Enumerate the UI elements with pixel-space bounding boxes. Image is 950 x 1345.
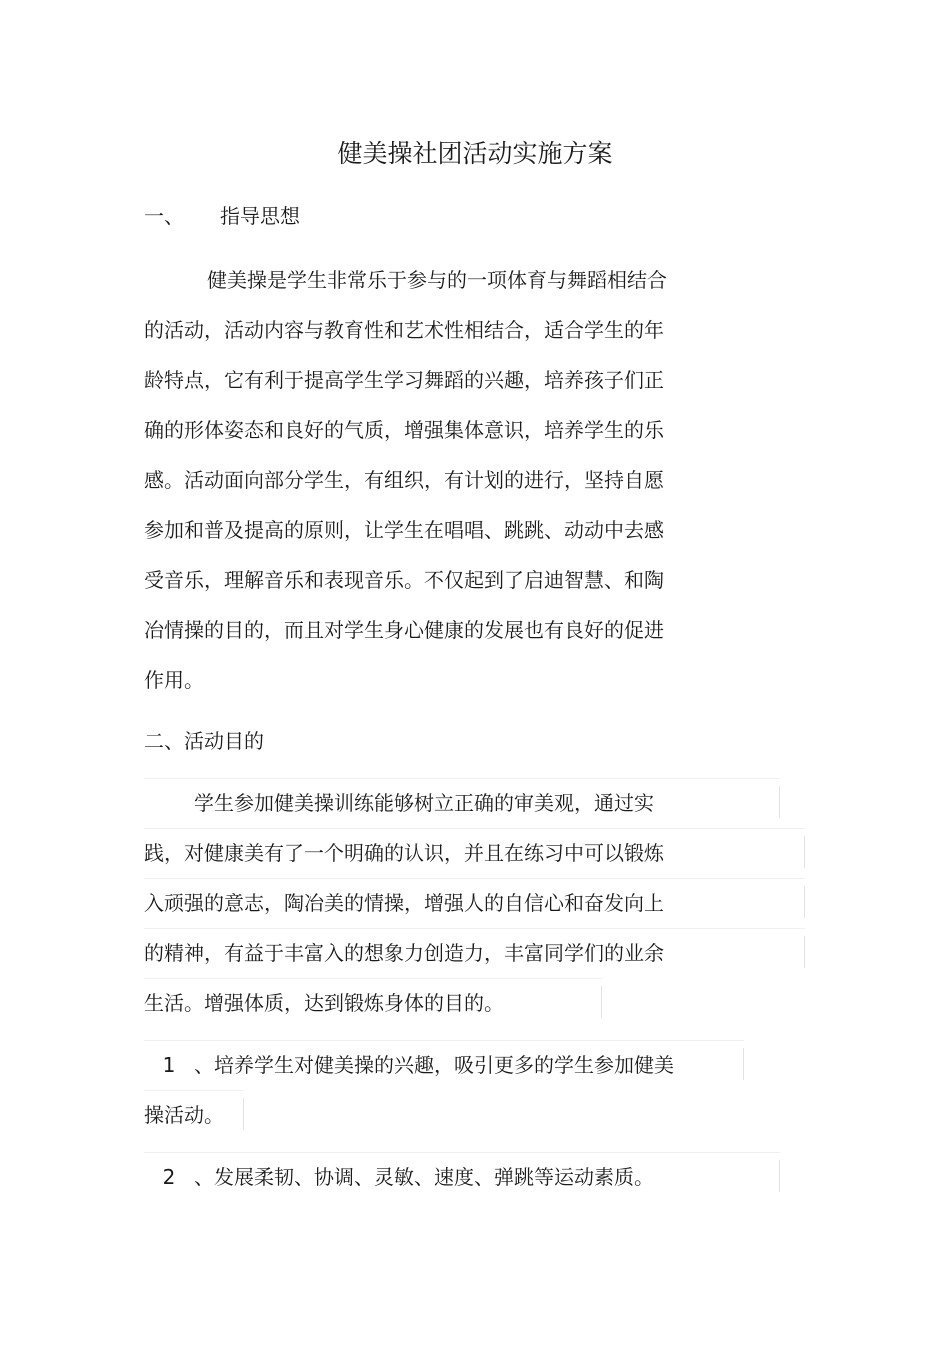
paragraph-line: 受音乐，理解音乐和表现音乐。不仅起到了启迪智慧、和陶 — [144, 568, 664, 592]
paragraph-line: 参加和普及提高的原则，让学生在唱唱、跳跳、动动中去感 — [144, 518, 664, 542]
goal-item-2 — [144, 1152, 780, 1202]
paragraph-line: 感。活动面向部分学生，有组织，有计划的进行，坚持自愿 — [144, 468, 664, 492]
goal-item-1 — [144, 1040, 744, 1090]
goal-item-1-continued: 操活动。 — [144, 1090, 244, 1140]
paragraph-line: 健美操是学生非常乐于参与的一项体育与舞蹈相结合 — [207, 268, 667, 292]
section-heading-activity-goal: 二、活动目的 — [144, 729, 264, 753]
paragraph-line: 龄特点，它有利于提高学生学习舞蹈的兴趣，培养孩子们正 — [144, 368, 664, 392]
section-number: 一、 — [144, 204, 184, 228]
item-text: 、发展柔韧、协调、灵敏、速度、弹跳等运动素质。 — [194, 1165, 654, 1189]
paragraph-line: 的精神，有益于丰富入的想象力创造力，丰富同学们的业余 — [144, 928, 744, 978]
item-number: 1 — [162, 1053, 176, 1077]
guiding-thought-paragraph — [144, 255, 744, 705]
paragraph-line: 确的形体姿态和良好的气质，增强集体意识，培养学生的乐 — [144, 418, 664, 442]
paragraph-line: 冶情操的目的，而且对学生身心健康的发展也有良好的促进 — [144, 618, 664, 642]
paragraph-line: 学生参加健美操训练能够树立正确的审美观，通过实 — [144, 778, 744, 828]
section-heading-guiding-thought — [144, 200, 300, 232]
paragraph-line: 践，对健康美有了一个明确的认识，并且在练习中可以锻炼 — [144, 828, 744, 878]
section-title: 指导思想 — [220, 204, 300, 228]
paragraph-line: 作用。 — [144, 668, 204, 692]
paragraph-line: 的活动，活动内容与教育性和艺术性相结合，适合学生的年 — [144, 318, 664, 342]
item-number: 2 — [162, 1165, 176, 1189]
paragraph-line: 入顽强的意志，陶冶美的情操，增强人的自信心和奋发向上 — [144, 878, 744, 928]
document-title: 健美操社团活动实施方案 — [337, 139, 613, 168]
item-text: 、培养学生对健美操的兴趣，吸引更多的学生参加健美 — [194, 1053, 674, 1077]
activity-goal-paragraph — [144, 778, 744, 1028]
paragraph-line: 生活。增强体质，达到锻炼身体的目的。 — [144, 978, 744, 1028]
